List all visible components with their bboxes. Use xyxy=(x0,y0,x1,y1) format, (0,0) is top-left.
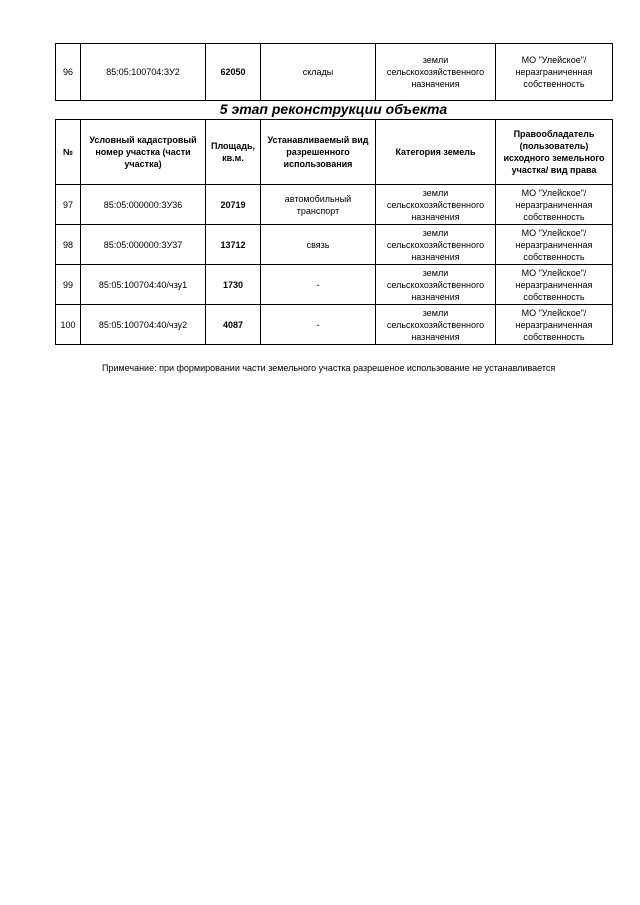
row-number: 100 xyxy=(56,305,81,345)
cadastral-number: 85:05:100704:ЗУ2 xyxy=(81,44,206,101)
land-category-text: земли сельскохозяйственного назначения xyxy=(386,187,485,222)
area-value: 1730 xyxy=(206,265,261,305)
right-holder xyxy=(496,185,613,225)
right-holder-text: МО "Улейское"/ неразграниченная собственность xyxy=(515,227,593,262)
area-value: 4087 xyxy=(206,305,261,345)
right-holder xyxy=(496,225,613,265)
right-holder xyxy=(496,265,613,305)
land-category: земли сельскохозяйственного назначения xyxy=(376,44,496,101)
permitted-use: - xyxy=(261,265,376,305)
land-table-stage-5 xyxy=(55,119,613,345)
table-row xyxy=(56,44,613,101)
land-category xyxy=(376,265,496,305)
land-category xyxy=(376,225,496,265)
header-area: Площадь, кв.м. xyxy=(206,120,261,185)
header-use: Устанавливаемый вид разрешенного использования xyxy=(261,120,376,185)
row-number: 96 xyxy=(56,44,81,101)
table-row xyxy=(56,265,613,305)
area-value: 20719 xyxy=(206,185,261,225)
right-holder-text: МО "Улейское"/ неразграниченная собственность xyxy=(515,187,593,222)
area-value: 13712 xyxy=(206,225,261,265)
stage-title: 5 этап реконструкции объекта xyxy=(219,101,448,117)
land-category-text: земли сельскохозяйственного назначения xyxy=(386,267,485,302)
right-holder-text: МО "Улейское"/ неразграниченная собственность xyxy=(515,307,593,342)
header-owner: Правообладатель (пользователь) исходного земельного участка/ вид права xyxy=(496,120,613,185)
cadastral-number: 85:05:000000:ЗУ37 xyxy=(81,225,206,265)
permitted-use: автомобильный транспорт xyxy=(261,185,376,225)
cadastral-number: 85:05:000000:ЗУ36 xyxy=(81,185,206,225)
cadastral-number: 85:05:100704:40/чзу1 xyxy=(81,265,206,305)
right-holder xyxy=(496,305,613,345)
header-cadastral: Условный кадастровый номер участка (части участка) xyxy=(81,120,206,185)
header-category: Категория земель xyxy=(376,120,496,185)
row-number: 98 xyxy=(56,225,81,265)
permitted-use: - xyxy=(261,305,376,345)
header-number: № xyxy=(56,120,81,185)
land-category xyxy=(376,305,496,345)
right-holder: МО "Улейское"/ неразграниченная собственность xyxy=(496,44,613,101)
land-category-text: земли сельскохозяйственного назначения xyxy=(386,307,485,342)
table-row xyxy=(56,225,613,265)
table-row xyxy=(56,185,613,225)
table-row xyxy=(56,305,613,345)
permitted-use: связь xyxy=(261,225,376,265)
land-category-text: земли сельскохозяйственного назначения xyxy=(386,227,485,262)
cadastral-number: 85:05:100704:40/чзу2 xyxy=(81,305,206,345)
permitted-use: склады xyxy=(261,44,376,101)
area-value: 62050 xyxy=(206,44,261,101)
table-header-row xyxy=(56,120,613,185)
land-table-continued xyxy=(55,43,613,101)
row-number: 99 xyxy=(56,265,81,305)
row-number: 97 xyxy=(56,185,81,225)
land-category xyxy=(376,185,496,225)
footnote: Примечание: при формировании части земельного участка разрешеное использование не устанавливается xyxy=(102,363,556,373)
right-holder-text: МО "Улейское"/ неразграниченная собственность xyxy=(515,267,593,302)
